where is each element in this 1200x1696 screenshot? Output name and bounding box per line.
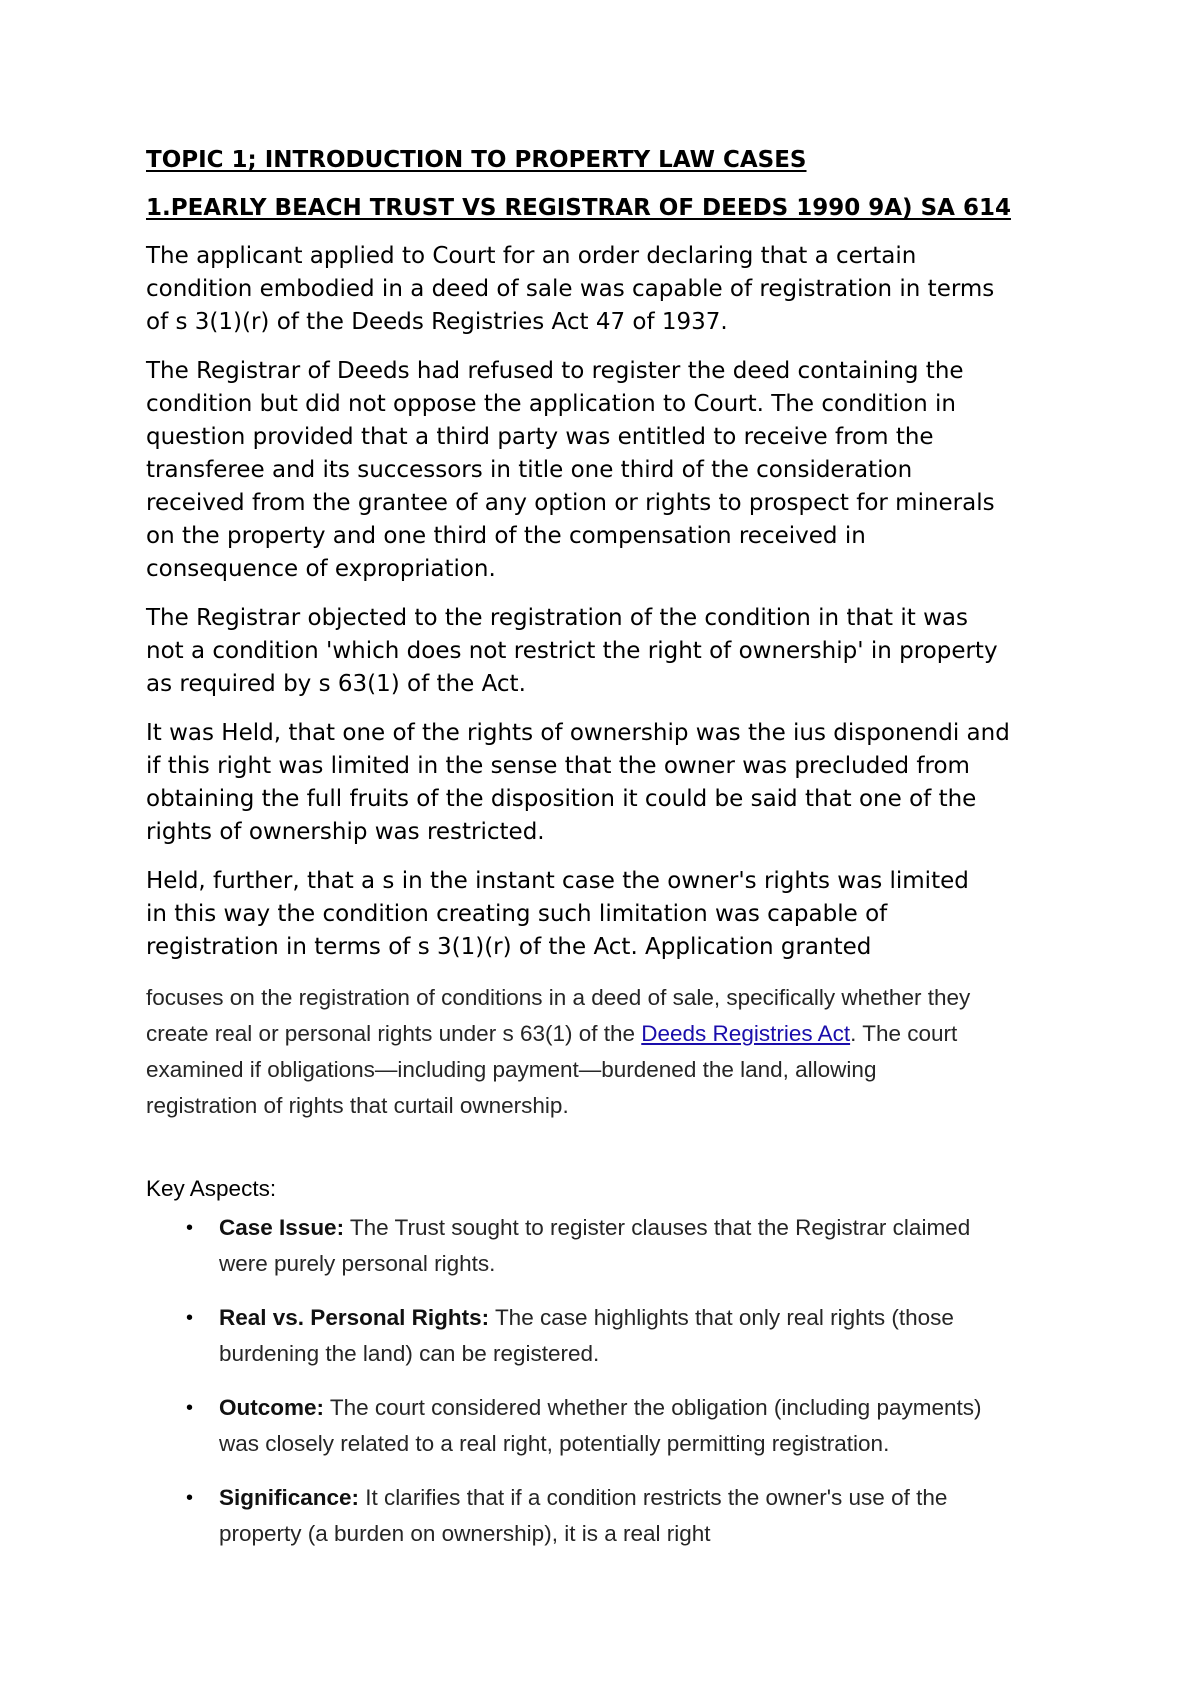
list-item	[146, 1300, 1066, 1372]
summary-line	[146, 1016, 1066, 1052]
paragraph-application	[146, 240, 1066, 339]
text-line: as required by s 63(1) of the Act.	[146, 671, 526, 697]
case-heading: 1.PEARLY BEACH TRUST VS REGISTRAR OF DEEDS 1990 9A) SA 614	[146, 195, 1011, 221]
summary-line: registration of rights that curtail ownership.	[146, 1093, 569, 1118]
text-line: condition but did not oppose the application to Court. The condition in	[146, 391, 956, 417]
bullet-icon: •	[186, 1487, 194, 1509]
text-line: of s 3(1)(r) of the Deeds Registries Act 47 of 1937.	[146, 309, 728, 335]
bullet-icon: •	[186, 1307, 194, 1329]
text-line: question provided that a third party was entitled to receive from the	[146, 424, 934, 450]
text-line: rights of ownership was restricted.	[146, 819, 545, 845]
bullet-line	[219, 1300, 1066, 1336]
bullet-text: It clarifies that if a condition restricts the owner's use of the	[359, 1485, 948, 1510]
text-line: consequence of expropriation.	[146, 556, 496, 582]
summary-paragraph	[146, 980, 1066, 1124]
document-body	[146, 146, 1066, 1570]
summary-text: . The court	[850, 1021, 958, 1046]
bullet-label: Outcome:	[219, 1395, 325, 1420]
bullet-line	[219, 1480, 1066, 1516]
text-line: obtaining the full fruits of the disposition it could be said that one of the	[146, 786, 977, 812]
text-line: not a condition 'which does not restrict the right of ownership' in property	[146, 638, 998, 664]
deeds-registries-act-link[interactable]: Deeds Registries Act	[641, 1021, 851, 1046]
paragraph-held-further	[146, 865, 1066, 964]
bullet-line: was closely related to a real right, potentially permitting registration.	[219, 1431, 890, 1456]
text-line: It was Held, that one of the rights of ownership was the ius disponendi and	[146, 720, 1010, 746]
bullet-label: Significance:	[219, 1485, 360, 1510]
bullet-line: burdening the land) can be registered.	[219, 1341, 600, 1366]
text-line: received from the grantee of any option or rights to prospect for minerals	[146, 490, 995, 516]
paragraph-held	[146, 717, 1066, 849]
summary-line: examined if obligations—including payment—burdened the land, allowing	[146, 1057, 877, 1082]
bullet-label: Real vs. Personal Rights:	[219, 1305, 490, 1330]
key-aspects-title: Key Aspects:	[146, 1176, 277, 1201]
bullet-text: The Trust sought to register clauses that the Registrar claimed	[344, 1215, 971, 1240]
text-line: registration in terms of s 3(1)(r) of the Act. Application granted	[146, 934, 872, 960]
bullet-icon: •	[186, 1217, 194, 1239]
bullet-icon: •	[186, 1397, 194, 1419]
bullet-text: The case highlights that only real rights (those	[489, 1305, 954, 1330]
bullet-line	[219, 1390, 1066, 1426]
text-line: transferee and its successors in title one third of the consideration	[146, 457, 913, 483]
text-line: on the property and one third of the compensation received in	[146, 523, 866, 549]
list-item	[146, 1210, 1066, 1282]
text-line: The Registrar of Deeds had refused to register the deed containing the	[146, 358, 964, 384]
text-line: in this way the condition creating such limitation was capable of	[146, 901, 888, 927]
bullet-text: The court considered whether the obligation (including payments)	[324, 1395, 982, 1420]
bullet-label: Case Issue:	[219, 1215, 345, 1240]
text-line: condition embodied in a deed of sale was capable of registration in terms	[146, 276, 995, 302]
summary-text: create real or personal rights under s 63(1) of the	[146, 1021, 642, 1046]
text-line: Held, further, that a s in the instant case the owner's rights was limited	[146, 868, 969, 894]
bullet-line: property (a burden on ownership), it is a real right	[219, 1521, 711, 1546]
list-item	[146, 1390, 1066, 1462]
summary-line: focuses on the registration of conditions in a deed of sale, specifically whether they	[146, 985, 971, 1010]
paragraph-registrar-objection	[146, 602, 1066, 701]
text-line: The Registrar objected to the registration of the condition in that it was	[146, 605, 968, 631]
text-line: The applicant applied to Court for an order declaring that a certain	[146, 243, 917, 269]
key-aspects-list	[146, 1210, 1066, 1552]
list-item	[146, 1480, 1066, 1552]
bullet-line	[219, 1210, 1066, 1246]
paragraph-registrar-refusal	[146, 355, 1066, 586]
text-line: if this right was limited in the sense that the owner was precluded from	[146, 753, 970, 779]
bullet-line: were purely personal rights.	[219, 1251, 496, 1276]
topic-heading: TOPIC 1; INTRODUCTION TO PROPERTY LAW CASES	[146, 147, 807, 173]
